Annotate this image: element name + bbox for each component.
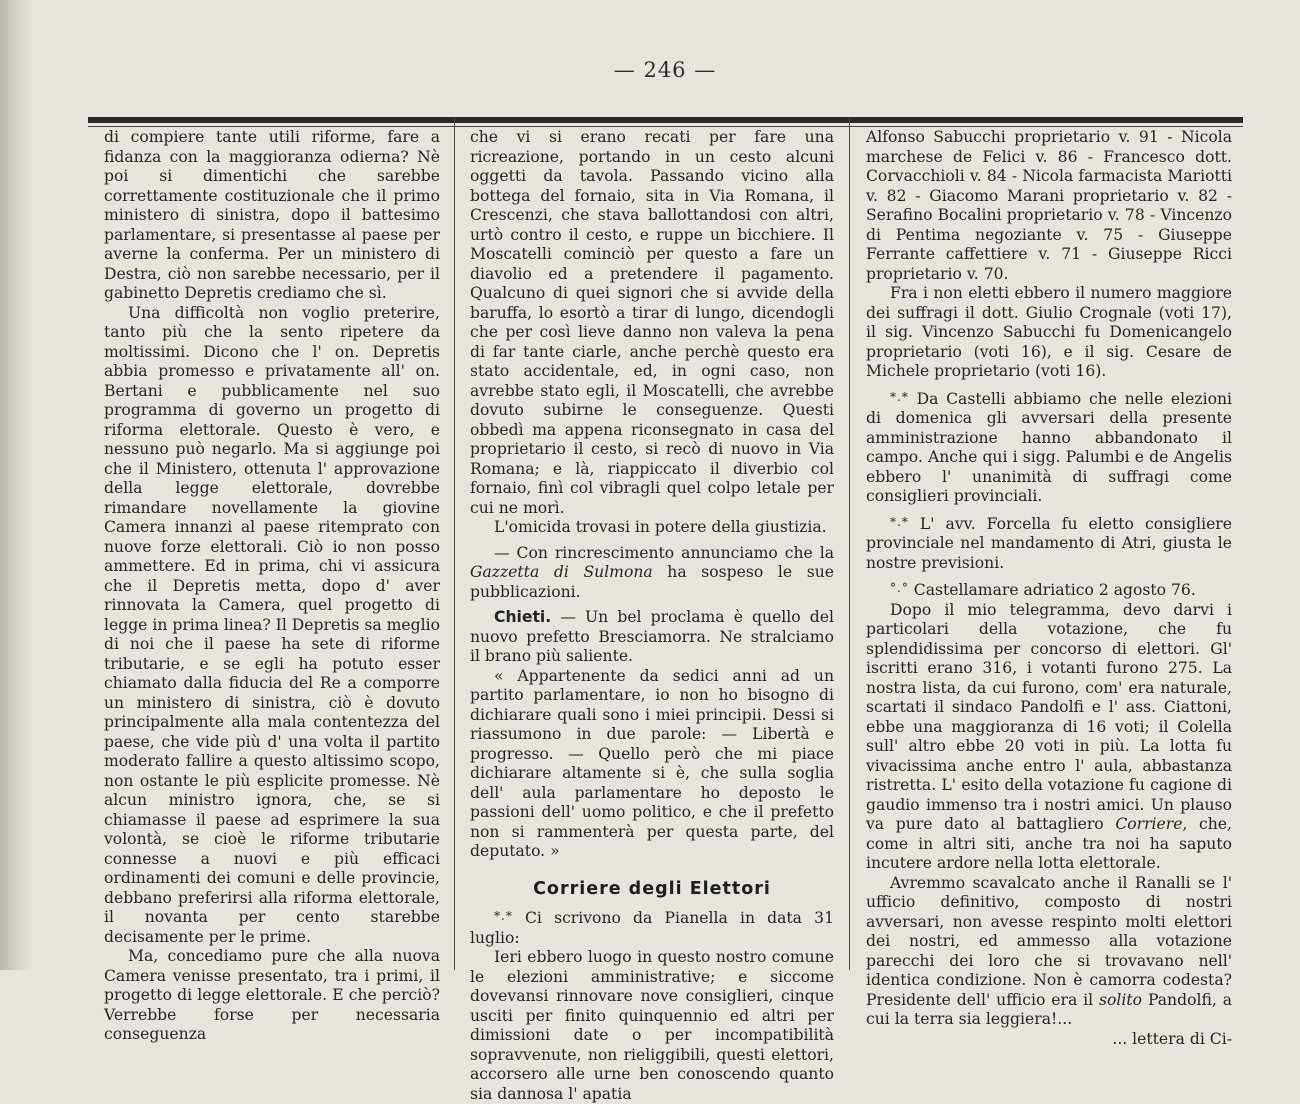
column-divider-2 [849, 118, 850, 970]
col2-paragraph-2: L'omicida trovasi in potere della giustizia. [494, 518, 827, 536]
col2-p3-tail: ha sospeso le sue pubblicazioni. [470, 563, 834, 601]
asterism-icon: *.* [890, 514, 909, 529]
solito-word: solito [1099, 990, 1143, 1009]
page-edge-shadow [0, 0, 34, 970]
col2-paragraph-3 [470, 544, 834, 603]
col2-paragraph-6 [470, 907, 834, 948]
col3-p7-text: Avremmo scavalcato anche il Ranalli se l' ufficio definitivo, composto di nostri avversari, non avesse respinto molti elettori dei nostri, ed ammesso alla votazione parecchi dei loro che si trovavano nell' identica condizione. Non è camorra codesta? Presidente dell' ufficio era il [866, 873, 1232, 1009]
col3-paragraph-6 [866, 601, 1232, 874]
header-rule-thick [88, 117, 1243, 123]
gazette-name: Gazzetta di Sulmona [470, 563, 653, 581]
header-rule-thin [88, 126, 1243, 127]
col3-paragraph-4 [866, 513, 1232, 574]
column-3 [866, 128, 1232, 1048]
col2-paragraph-1: che vi si erano recati per fare una ricreazione, portando in un cesto alcuni oggetti da tavola. Passando vicino alla bottega del fornaio, sita in Via Romana, il Crescenzi, che stava ballottandosi con altri, urtò contro il cesto, e ruppe un bicchiere. Il Moscatelli cominciò per questo a fare un diavolio ed a pretendere il pagamento. Qualcuno di quei signori che si avvide della baruffa, lo esortò a tirar di lungo, dicendogli che per così lieve danno non valeva la pena di far tante ciarle, anche perchè questo era stato accidentale, ed, in ogni caso, non avrebbe stato egli, il Moscatelli, che avrebbe dovuto subirne le conseguenze. Questi obbedì ma appena riconsegnato in casa del proprietario il cesto, si recò di nuovo in Via Romana; e là, riappiccato il diverbio col fornaio, finì col vibragli quel colpo letale per cui ne morì. [470, 128, 834, 517]
col2-p3-text: — Con rincrescimento annunciamo che la [494, 543, 834, 562]
corriere-name: Corriere [1115, 815, 1183, 833]
col3-p6-tail: , che, come in altri siti, anche tra noi ha saputo incutere ardore nella lotta elettorale. [866, 815, 1232, 872]
col3-p3-text: Da Castelli abbiamo che nelle elezioni di domenica gli avversari della presente amministrazione hanno abbandonato il campo. Anche qui i sigg. Palumbi e de Angelis ebbero l' unanimità di suffragi come consiglieri provinciali. [866, 389, 1232, 505]
column-2 [470, 128, 834, 1103]
col1-paragraph-2: Una difficoltà non voglio preterire, tanto più che la sento ripetere da moltissimi. Dicono che l' on. Depretis abbia promesso e privatamente all' on. Bertani e pubblicamente nel suo programma di governo un progetto di riforma elettorale. Questo è vero, e nessuno può negarlo. Ma si aggiunge poi che il Ministero, ottenuta l' approvazione della legge elettorale, dovrebbe rimandare novellamente la giovine Camera innanzi al paese ritemprato con nuove forze elettorali. Ciò io non posso ammettere. Ed in prima, chi vi assicura che il Depretis metta, dopo d' aver rinnovata la Camera, quel progetto di legge in prima linea? Il Depretis sa meglio di noi che il paese ha sete di riforme tributarie, e se egli ha potuto esser chiamato dalla fiducia del Re a comporre un ministero di sinistra, ciò è dovuto principalmente alla mala contentezza del paese, che vide più d' una volta il partito moderato fallire a questo altissimo scopo, non ostante le più esplicite promesse. Nè alcun ministro ignora, che, se si chiamasse il paese ad esprimere la sua volontà, se cioè le riforme tributarie connesse a nuovi e più efficaci ordinamenti dei comuni e delle provincie, debbano preferirsi alla riforma elettorale, il novanta per cento starebbe decisamente per le prime. [104, 303, 441, 946]
col2-p6-text: Ci scrivono da Pianella in data 31 luglio: [470, 909, 834, 947]
col3-p6-text: Dopo il mio telegramma, devo darvi i particolari della votazione, che fu splendidissima per concorso di elettori. Gl' iscritti erano 316, i votanti furono 275. La nostra lista, da cui furono, com' era naturale, scartati il sindaco Pandolfi e l' ass. Ciattoni, ebbe una maggioranza di 16 voti; il Colella sull' altro ebbe 20 voti in più. La lotta fu vivacissima anche entro l' aula, abbastanza ristretta. L' esito della votazione fu cagione di gaudio immenso tra i nostri amici. Un plauso va pure dato al battagliero [866, 600, 1232, 833]
asterism-icon: *.* [890, 389, 909, 404]
col3-paragraph-5 [866, 579, 1232, 601]
col3-paragraph-3 [866, 388, 1232, 507]
col3-paragraph-8: ... lettera di Ci- [1112, 1029, 1232, 1048]
dateline-chieti: Chieti. [494, 608, 552, 626]
col3-paragraph-7 [866, 874, 1232, 1030]
col3-paragraph-2: Fra i non eletti ebbero il numero maggiore dei suffragi il dott. Giulio Crognale (voti 17), il sig. Vincenzo Sabucchi fu Domenicangelo proprietario (voti 16), e il sig. Cesare de Michele proprietario (voti 16). [866, 284, 1232, 380]
col2-proclama-quote: « Appartenente da sedici anni ad un partito parlamentare, io non ho bisogno di dichiarare quali sono i miei principii. Dessi si riassumono in due parole: — Libertà e progresso. — Quello però che mi piace dichiarare altamente si è, che sulla soglia dell' aula parlamentare ho deposto le passioni dell' uomo politico, e che il prefetto non si rammenterà per questa parte, del deputato. » [470, 666, 834, 860]
col2-paragraph-4 [470, 608, 834, 667]
degree-asterism-icon: °.° [890, 581, 909, 595]
asterism-icon: *.* [494, 909, 513, 923]
col3-paragraph-1: Alfonso Sabucchi proprietario v. 91 - Nicola marchese de Felici v. 86 - Francesco dott. Corvacchioli v. 84 - Nicola farmacista Mariotti v. 82 - Giacomo Marani proprietario v. 82 - Serafino Bocalini proprietario v. 78 - Vincenzo di Pentima negoziante v. 75 - Giuseppe Ferrante caffettiere v. 71 - Giuseppe Ricci proprietario v. 70. [866, 128, 1232, 283]
col2-paragraph-7: Ieri ebbero luogo in questo nostro comune le elezioni amministrative; e siccome dovevansi rinnovare nove consiglieri, cinque usciti per finito quinquennio ed altri per dimissioni date o per incompatibilità sopravvenute, non rieliggibili, questi elettori, accorsero alle urne ben conoscendo quanto sia dannosa l' apatia [470, 948, 834, 1103]
column-1 [104, 128, 441, 1043]
page-number: — 246 — [613, 58, 717, 82]
column-divider-1 [454, 118, 455, 970]
col3-p4-text: L' avv. Forcella fu eletto consigliere provinciale nel mandamento di Atri, giusta le nostre previsioni. [866, 514, 1232, 572]
col1-paragraph-1: di compiere tante utili riforme, fare a fidanza con la maggioranza odierna? Nè poi si dimentichi che sarebbe correttamente costituzionale che il primo ministero di sinistra, dopo il battesimo parlamentare, si presentasse al paese per averne la conferma. Per un ministero di Destra, ciò non sarebbe necessario, per il gabinetto Depretis crediamo che sì. [104, 128, 440, 302]
col3-p5-text: Castellamare adriatico 2 agosto 76. [908, 581, 1196, 599]
col2-p4-text: — Un bel proclama è quello del nuovo prefetto Bresciamorra. Ne stralciamo il brano più saliente. [470, 608, 834, 665]
col1-paragraph-3: Ma, concediamo pure che alla nuova Camera venisse presentato, tra i primi, il progetto di legge elettorale. E che perciò? Verrebbe forse per necessaria conseguenza [104, 947, 440, 1043]
col3-p7-tail: Pandolfi, a cui la terra sia leggiera!... [866, 990, 1232, 1028]
section-title: Corriere degli Elettori [533, 878, 771, 899]
